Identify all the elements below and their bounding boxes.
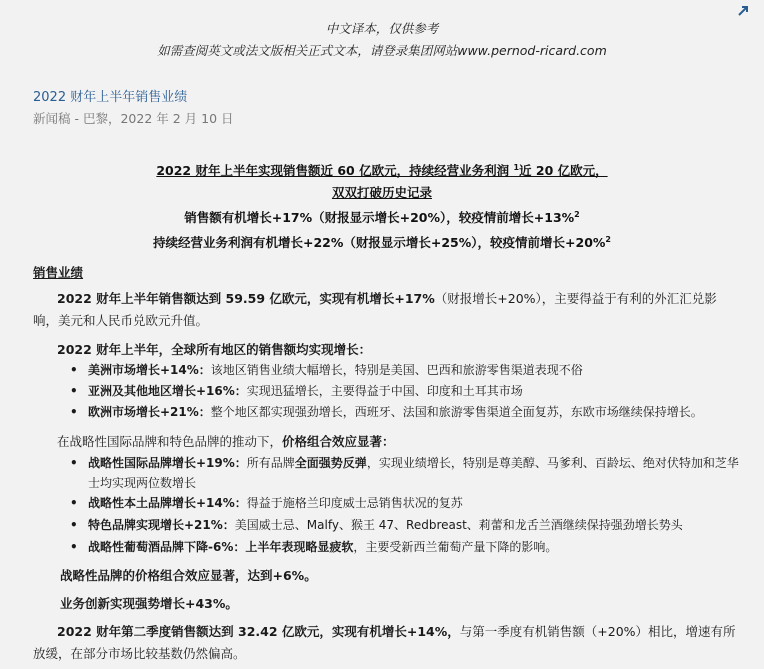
brand-intl-text: 所有品牌	[246, 456, 295, 470]
brands-intro	[57, 431, 737, 453]
brand-wine-bold: 上半年表现略显疲软	[245, 540, 354, 554]
innovation-text: 业务创新实现强势增长+43%。	[60, 596, 238, 611]
region-americas-text: 该地区销售业绩大幅增长，特别是美国、巴西和旅游零售渠道表现不俗	[210, 363, 583, 377]
paragraph-sales-summary	[33, 288, 738, 332]
disclaimer-line-2: 如需查阅英文或法文版相关正式文本，请登录集团网站www.pernod-ricard.com	[157, 43, 607, 58]
list-item	[70, 537, 740, 557]
brands-intro-text: 在战略性国际品牌和特色品牌的推动下，	[57, 434, 283, 449]
brand-local-label: 战略性本土品牌增长+14%：	[88, 496, 247, 510]
headline-line-2-text: 双双打破历史记录	[331, 185, 432, 200]
footnote-2: 2	[574, 210, 580, 219]
regions-title	[57, 339, 737, 361]
region-americas-label: 美洲市场增长+14%：	[88, 363, 211, 377]
list-item	[70, 402, 740, 422]
q2-sales-rest: 与第一季度有机销售额（+20%）相比，增速有所放缓，在部分市场比较基数仍然偏高。	[33, 624, 736, 661]
regions-title-text: 2022 财年上半年，全球所有地区的销售额均实现增长：	[57, 342, 372, 357]
disclaimer-line-1: 中文译本，仅供参考	[325, 21, 439, 36]
headline-line-4-text: 持续经营业务利润有机增长+22%（财报显示增长+25%），较疫情前增长+20%	[152, 235, 606, 250]
innovation-line	[60, 593, 740, 615]
region-asia-text: 实现迅猛增长，主要得益于中国、印度和土耳其市场	[246, 384, 523, 398]
brand-intl-text2: ，实现业绩增长，特别是尊美醇、马爹利、百龄坛、绝对伏特加和芝华士均实现两位数增长	[88, 456, 739, 490]
brand-specialty-label: 特色品牌实现增长+21%：	[88, 518, 235, 532]
price-mix-line	[60, 565, 740, 587]
expand-corner-icon[interactable]	[736, 4, 750, 18]
headline-block	[0, 157, 764, 254]
brand-intl-label: 战略性国际品牌增长+19%：	[88, 456, 247, 470]
section-title-sales: 销售业绩	[33, 265, 84, 280]
brands-intro-bold: 价格组合效应显著：	[282, 434, 395, 449]
headline-line-3-text: 销售额有机增长+17%（财报显示增长+20%），较疫情前增长+13%	[184, 210, 575, 225]
translation-disclaimer	[0, 18, 764, 62]
sales-summary-rest: （财报增长+20%），主要得益于有利的外汇汇兑影响，美元和人民币兑欧元升值。	[33, 291, 717, 328]
brand-intl-bold: 全面强势反弹	[294, 456, 367, 470]
document-title: 2022 财年上半年销售业绩	[33, 90, 188, 105]
region-europe-label: 欧洲市场增长+21%：	[88, 405, 211, 419]
region-europe-text: 整个地区都实现强劲增长，西班牙、法国和旅游零售渠道全面复苏，东欧市场继续保持增长。	[210, 405, 703, 419]
headline-line-1	[0, 157, 764, 182]
list-item	[70, 493, 740, 513]
price-mix-text: 战略性品牌的价格组合效应显著，达到+6%。	[60, 568, 317, 583]
brand-specialty-text: 美国威士忌、Malfy、猴王 47、Redbreast、莉蕾和龙舌兰酒继续保持强劲增长势头	[234, 518, 683, 532]
sales-total: 2022 财年上半年销售额达到 59.59 亿欧元，	[57, 291, 320, 306]
headline-line-4	[0, 229, 764, 254]
sales-organic-growth: 实现有机增长+17%	[319, 291, 435, 306]
list-item	[70, 515, 740, 535]
q2-sales-bold: 2022 财年第二季度销售额达到 32.42 亿欧元，实现有机增长+14%，	[57, 624, 460, 639]
brand-local-text: 得益于施格兰印度威士忌销售状况的复苏	[246, 496, 463, 510]
footnote-1: 1	[513, 163, 520, 172]
list-item	[70, 381, 740, 401]
headline-line-3	[0, 204, 764, 229]
document-meta: 新闻稿 - 巴黎，2022 年 2 月 10 日	[33, 111, 234, 126]
headline-line-2	[0, 182, 764, 204]
brand-wine-text: ，主要受新西兰葡萄产量下降的影响。	[353, 540, 558, 554]
region-asia-label: 亚洲及其他地区增长+16%：	[88, 384, 247, 398]
paragraph-q2-sales	[33, 621, 738, 665]
headline-line-1b: 近 20 亿欧元，	[519, 163, 608, 178]
brand-wine-label: 战略性葡萄酒品牌下降-6%：	[88, 540, 246, 554]
list-item	[70, 453, 740, 493]
footnote-2b: 2	[605, 235, 611, 244]
headline-line-1a: 2022 财年上半年实现销售额近 60 亿欧元，持续经营业务利润	[156, 163, 510, 178]
list-item	[70, 360, 740, 380]
